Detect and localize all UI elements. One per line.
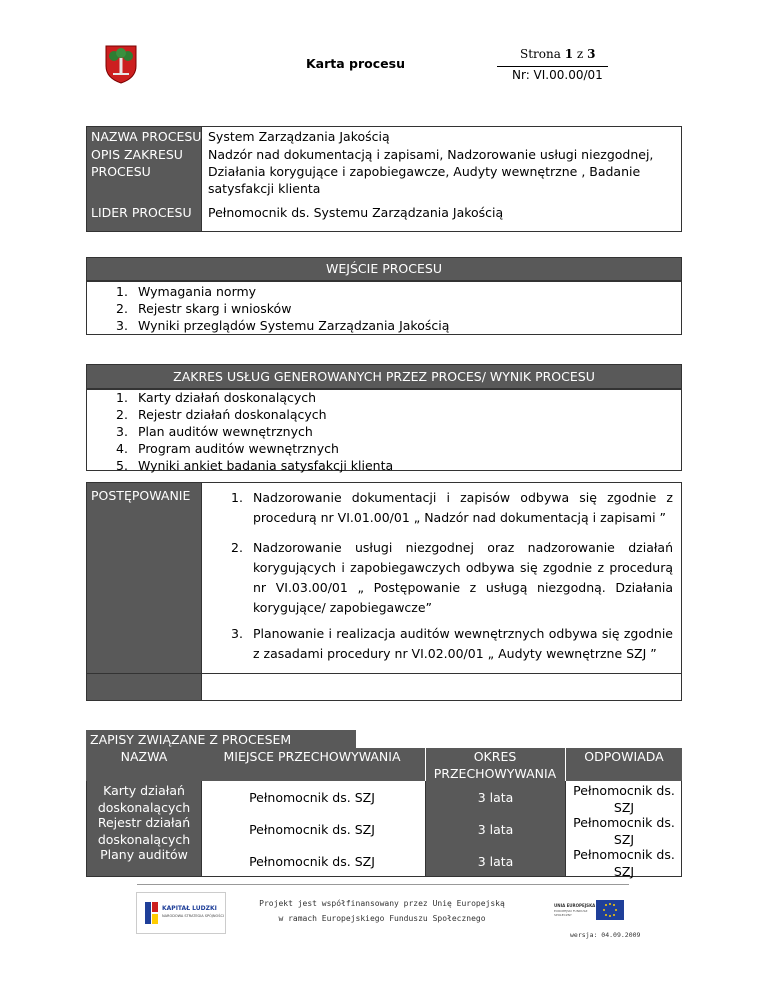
input-list [116,283,449,334]
footer-divider [137,884,629,885]
table-row: Rejestr działań doskonalących [97,815,191,847]
table-row: Karty działań doskonalących [97,783,191,815]
list-item: 1. Wymagania normy [116,284,257,299]
output-title: ZAKRES USŁUG GENEROWANYCH PRZEZ PROCES/ WYNIK PROCESU [173,369,595,384]
records-place: Pełnomocnik ds. SZJ [249,822,375,837]
kapital-ludzki-text: KAPITAŁ LUDZKI [162,905,217,912]
procedure-step-2: 2. Nadzorowanie usługi niezgodnej oraz nadzorowanie działań korygujących i zapobiegawczych odbywa się zgodnie z procedurą nr VI.03.00/01 „ Postępowanie z usługą niezgodną. Działania korygujące/ zapobiegawcze” [231,538,673,618]
list-item: 2. Rejestr skarg i wniosków [116,301,292,316]
list-item: 3. Wyniki przeglądów Systemu Zarządzania Jakością [116,318,450,333]
eu-logo-sub: EUROPEJSKI FUNDUSZ SPOŁECZNY [554,909,588,917]
kapital-ludzki-logo [136,892,226,934]
page-sep: z [576,47,584,61]
table-row: Plany auditów [100,847,188,862]
version-label: wersja: 04.09.2009 [570,931,641,939]
cofinance-line-2: w ramach Europejskiego Funduszu Społecznego [278,914,486,923]
list-item: 3. Plan auditów wewnętrznych [116,424,313,439]
process-leader-value: Pełnomocnik ds. Systemu Zarządzania Jakością [208,205,504,220]
input-title: WEJŚCIE PROCESU [326,261,442,276]
records-col-period: OKRES PRZECHOWYWANIA [433,749,557,781]
eu-logo [552,897,632,927]
list-item: 2. Rejestr działań doskonalących [116,407,327,422]
page-indicator [520,47,595,61]
records-title: ZAPISY ZWIĄZANE Z PROCESEM [90,732,292,747]
records-responsible: Pełnomocnik ds. SZJ [573,783,675,815]
process-name-value: System Zarządzania Jakością [208,129,390,144]
page-total: 3 [587,47,596,61]
output-list [116,389,393,474]
records-col-place: MIEJSCE PRZECHOWYWANIA [223,749,401,764]
procedure-step-1: 1. Nadzorowanie dokumentacji i zapisów odbywa się zgodnie z procedurą nr VI.01.00/01 „ Nadzór nad dokumentacją i zapisami ” [231,488,673,528]
records-col-name: NAZWA [120,749,168,764]
list-item: 1. Karty działań doskonalących [116,390,317,405]
page-current: 1 [564,47,574,61]
eu-flag-icon [596,900,624,920]
records-place: Pełnomocnik ds. SZJ [249,854,375,869]
procedure-label: POSTĘPOWANIE [91,488,191,503]
eu-logo-text: UNIA EUROPEJSKA [554,903,596,908]
records-period: 3 lata [477,790,514,805]
records-period: 3 lata [477,854,514,869]
records-period: 3 lata [477,822,514,837]
cofinance-line-1: Projekt jest współfinansowany przez Unię Europejską [259,899,505,908]
procedure-step-text: Nadzorowanie dokumentacji i zapisów odbywa się zgodnie z procedurą nr VI.01.00/01 „ Nadzór nad dokumentacją i zapisami ” [253,490,673,525]
page-label: Strona [520,47,561,61]
procedure-step-text: Nadzorowanie usługi niezgodnej oraz nadzorowanie działań korygujących i zapobiegawczych odbywa się zgodnie z procedurą nr VI.03.00/01 „ Postępowanie z usługą niezgodną. Działania korygujące/ zapobiegawcze” [253,540,673,615]
process-scope-label: OPIS ZAKRESU PROCESU [91,147,183,179]
process-leader-label: LIDER PROCESU [91,205,192,220]
document-title: Karta procesu [306,56,405,71]
kapital-ludzki-sub: NARODOWA STRATEGIA SPÓJNOŚCI [162,914,224,918]
records-responsible: Pełnomocnik ds. SZJ [573,847,675,879]
list-item: 4. Program auditów wewnętrznych [116,441,339,456]
procedure-step-text: Planowanie i realizacja auditów wewnętrznych odbywa się zgodnie z zasadami procedury nr VI.02.00/01 „ Audyty wewnętrzne SZJ ” [253,626,673,661]
document-number: Nr: VI.00.00/01 [512,68,603,82]
records-responsible: Pełnomocnik ds. SZJ [573,815,675,847]
records-place: Pełnomocnik ds. SZJ [249,790,375,805]
municipal-crest-icon [104,44,138,84]
records-col-resp: ODPOWIADA [584,749,664,764]
procedure-step-3: 3. Planowanie i realizacja auditów wewnętrznych odbywa się zgodnie z zasadami procedury nr VI.02.00/01 „ Audyty wewnętrzne SZJ ” [231,624,673,664]
process-scope-value: Nadzór nad dokumentacją i zapisami, Nadzorowanie usługi niezgodnej, Działania korygujące i zapobiegawcze, Audyty wewnętrzne , Badanie satysfakcji klienta [208,147,654,196]
list-item: 5. Wyniki ankiet badania satysfakcji klienta [116,458,394,473]
process-name-label: NAZWA PROCESU [91,129,202,144]
